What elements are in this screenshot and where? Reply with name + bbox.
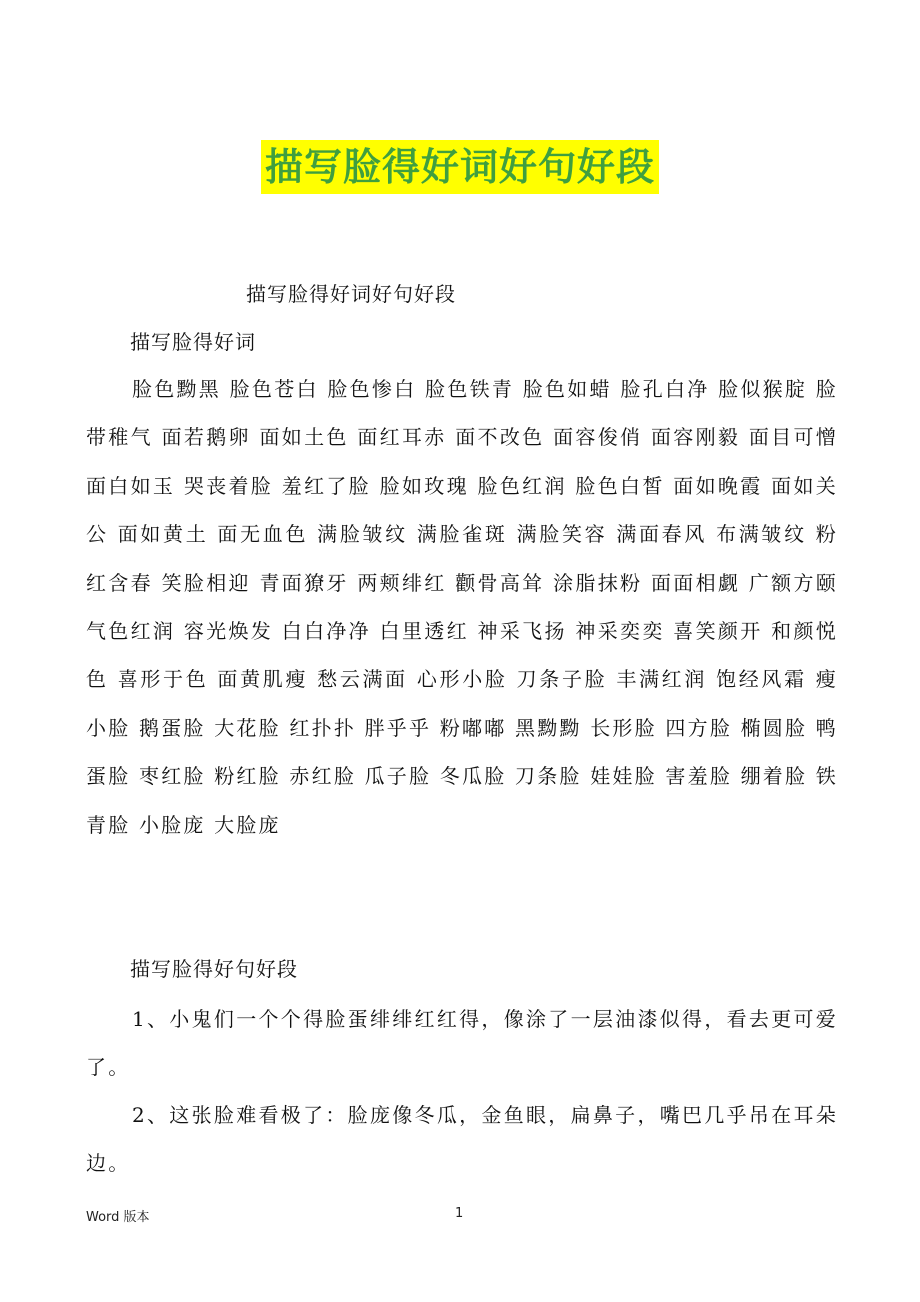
document-title: 描写脸得好词好句好段 <box>261 140 659 194</box>
section-heading-sentences: 描写脸得好句好段 <box>130 957 298 981</box>
words-paragraph: 脸色黝黑 脸色苍白 脸色惨白 脸色铁青 脸色如蜡 脸孔白净 脸似猴腚 脸带稚气 面若鹅卵 面如土色 面红耳赤 面不改色 面容俊俏 面容刚毅 面目可憎 面白如玉 哭丧着脸 羞红了脸 脸如玫瑰 脸色红润 脸色白皙 面如晚霞 面如关公 面如黄土 面无血色 满脸皱纹 满脸雀斑 满脸笑容 满面春风 布满皱纹 粉红含春 笑脸相迎 青面獠牙 两颊绯红 颧骨高耸 涂脂抹粉 面面相觑 广额方颐 气色红润 容光焕发 白白净净 白里透红 神采飞扬 神采奕奕 喜笑颜开 和颜悦色 喜形于色 面黄肌瘦 愁云满面 心形小脸 刀条子脸 丰满红润 饱经风霜 瘦小脸 鹅蛋脸 大花脸 红扑扑 胖乎乎 粉嘟嘟 黑黝黝 长形脸 四方脸 椭圆脸 鸭蛋脸 枣红脸 粉红脸 赤红脸 瓜子脸 冬瓜脸 刀条脸 娃娃脸 害羞脸 绷着脸 铁青脸 小脸庞 大脸庞 <box>86 377 838 837</box>
sentence-paragraph-2: 2、这张脸难看极了：脸庞像冬瓜，金鱼眼，扁鼻子，嘴巴几乎吊在耳朵边。 <box>86 1103 838 1176</box>
footer-label: Word 版本 <box>86 1210 150 1225</box>
document-subtitle: 描写脸得好词好句好段 <box>246 282 456 306</box>
title-container <box>0 140 920 194</box>
sentence-paragraph-1: 1、小鬼们一个个得脸蛋绯绯红红得，像涂了一层油漆似得，看去更可爱了。 <box>86 1007 838 1080</box>
section-heading-words: 描写脸得好词 <box>130 330 256 354</box>
footer-page-number: 1 <box>455 1206 464 1221</box>
